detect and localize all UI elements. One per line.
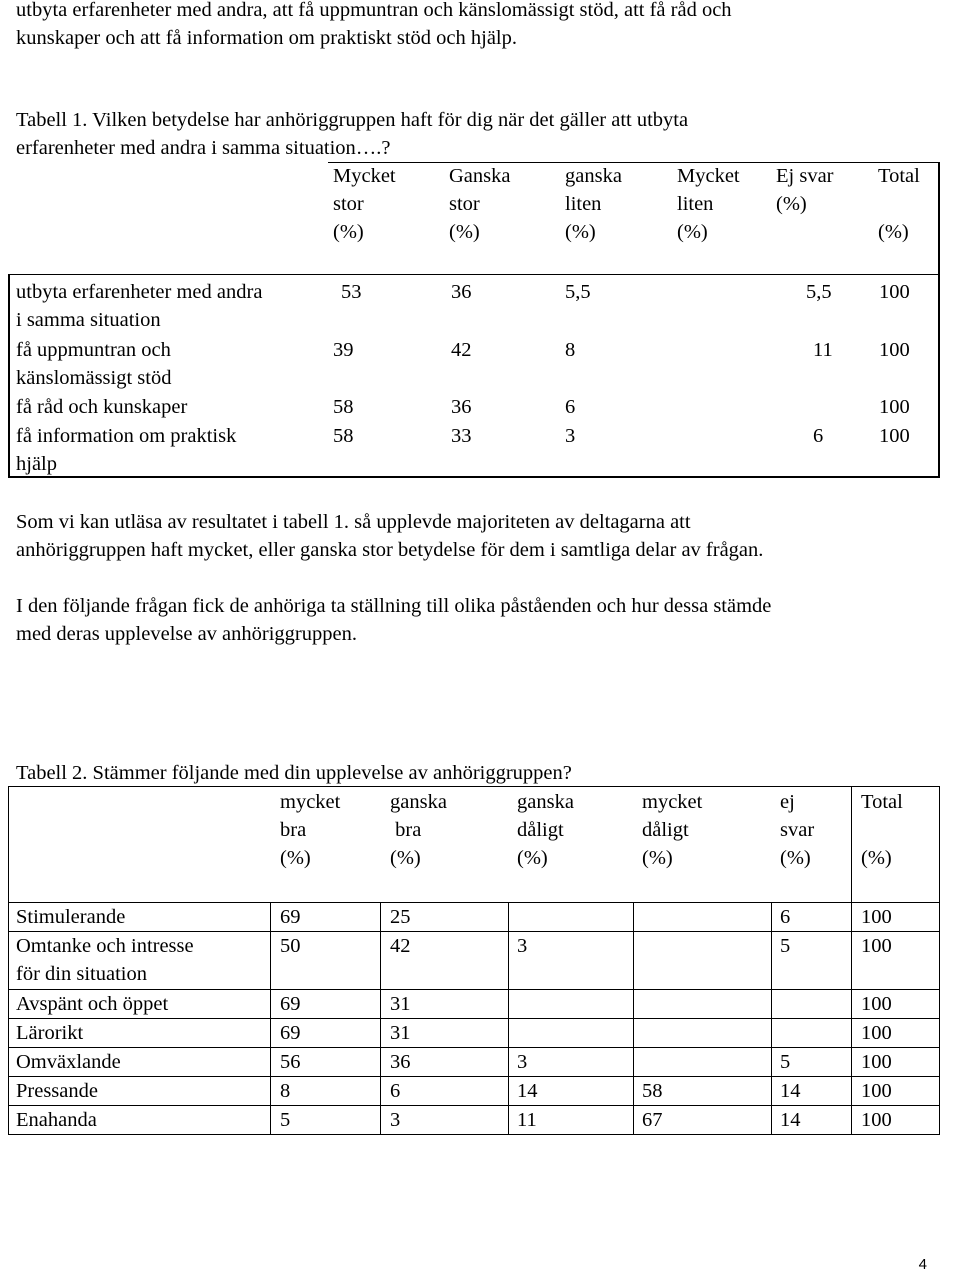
table2-cell: 100 (861, 1109, 892, 1131)
table2-cell: 6 (390, 1080, 401, 1102)
table1-header: Mycket stor (%) (333, 165, 396, 243)
table1-cell: 39 (333, 339, 354, 361)
table1 (8, 162, 940, 478)
page-number: 4 (918, 1256, 927, 1273)
table2-row-label: Omväxlande (16, 1051, 121, 1073)
table2 (8, 786, 940, 1135)
table1-cell: 36 (451, 281, 472, 303)
paragraph-line: Som vi kan utläsa av resultatet i tabell 1. så upplevde majoriteten av deltagarna att (16, 511, 691, 533)
table2-cell: 100 (861, 935, 892, 957)
table1-cell: 100 (879, 339, 910, 361)
table2-cell: 100 (861, 1051, 892, 1073)
table1-row-label: få uppmuntran och känslomässigt stöd (16, 339, 172, 389)
table2-cell: 31 (390, 993, 411, 1015)
table2-cell: 14 (517, 1080, 538, 1102)
table2-cell: 42 (390, 935, 411, 957)
table1-cell: 100 (879, 281, 910, 303)
table2-row-label: Lärorikt (16, 1022, 84, 1044)
table1-cell: 42 (451, 339, 472, 361)
table2-header: ej svar (%) (780, 791, 815, 869)
table2-cell: 8 (280, 1080, 291, 1102)
table2-header: ganska bra (%) (390, 791, 447, 869)
table1-row-label: få råd och kunskaper (16, 396, 188, 418)
intro-line: utbyta erfarenheter med andra, att få uppmuntran och känslomässigt stöd, att få råd och (16, 0, 732, 21)
table1-cell: 58 (333, 396, 354, 418)
paragraph-line: anhöriggruppen haft mycket, eller ganska stor betydelse för dem i samtliga delar av frågan. (16, 539, 764, 561)
table2-header: mycket dåligt (%) (642, 791, 703, 869)
table2-cell: 100 (861, 1080, 892, 1102)
table2-cell: 69 (280, 993, 301, 1015)
table2-cell: 25 (390, 906, 411, 928)
table2-cell: 58 (642, 1080, 663, 1102)
table2-header: mycket bra (%) (280, 791, 341, 869)
table1-header: Ganska stor (%) (449, 165, 511, 243)
table2-cell: 50 (280, 935, 301, 957)
table1-cell: 6 (565, 396, 576, 418)
table2-cell: 31 (390, 1022, 411, 1044)
table1-header: ganska liten (%) (565, 165, 622, 243)
table1-header: Mycket liten (%) (677, 165, 740, 243)
table2-cell: 3 (517, 935, 528, 957)
table2-row-label: Pressande (16, 1080, 98, 1102)
table1-row-label: utbyta erfarenheter med andra i samma situation (16, 281, 263, 331)
table2-cell: 5 (280, 1109, 291, 1131)
table2-cell: 69 (280, 1022, 301, 1044)
table2-cell: 56 (280, 1051, 301, 1073)
table2-cell: 14 (780, 1109, 801, 1131)
table1-cell: 6 (813, 425, 824, 447)
table2-cell: 100 (861, 906, 892, 928)
table2-row-label: Stimulerande (16, 906, 126, 928)
table2-cell: 14 (780, 1080, 801, 1102)
table1-cell: 33 (451, 425, 472, 447)
table1-caption: Tabell 1. Vilken betydelse har anhöriggruppen haft för dig när det gäller att utbyta (16, 109, 689, 131)
table2-header: Total (%) (861, 791, 903, 869)
table1-cell: 5,5 (565, 281, 591, 303)
table2-cell: 67 (642, 1109, 663, 1131)
table2-row-label: Avspänt och öppet (16, 993, 169, 1015)
paragraph-line: I den följande frågan fick de anhöriga ta ställning till olika påståenden och hur dessa stämde (16, 595, 772, 617)
table2-row-label: Omtanke och intresse för din situation (16, 935, 194, 985)
table2-cell: 6 (780, 906, 791, 928)
table2-cell: 100 (861, 1022, 892, 1044)
table2-cell: 11 (517, 1109, 537, 1131)
table2-cell: 36 (390, 1051, 411, 1073)
table1-cell: 100 (879, 396, 910, 418)
table2-cell: 100 (861, 993, 892, 1015)
table1-cell: 8 (565, 339, 576, 361)
table1-cell: 100 (879, 425, 910, 447)
table1-cell: 36 (451, 396, 472, 418)
table1-cell: 5,5 (806, 281, 832, 303)
paragraph-line: med deras upplevelse av anhöriggruppen. (16, 623, 357, 645)
table2-cell: 3 (390, 1109, 401, 1131)
table1-header: Total (%) (878, 165, 920, 243)
table2-row-label: Enahanda (16, 1109, 97, 1131)
table1-caption: erfarenheter med andra i samma situation….? (16, 137, 391, 159)
table2-cell: 5 (780, 935, 791, 957)
intro-line: kunskaper och att få information om praktiskt stöd och hjälp. (16, 27, 517, 49)
table1-header: Ej svar (%) (776, 165, 834, 215)
table1-cell: 3 (565, 425, 576, 447)
table2-caption: Tabell 2. Stämmer följande med din upplevelse av anhöriggruppen? (16, 762, 572, 784)
table1-cell: 58 (333, 425, 354, 447)
table1-row-label: få information om praktisk hjälp (16, 425, 237, 475)
table2-header: ganska dåligt (%) (517, 791, 574, 869)
table1-cell: 11 (813, 339, 833, 361)
table1-cell: 53 (341, 281, 362, 303)
table2-cell: 3 (517, 1051, 528, 1073)
table2-cell: 69 (280, 906, 301, 928)
table2-cell: 5 (780, 1051, 791, 1073)
